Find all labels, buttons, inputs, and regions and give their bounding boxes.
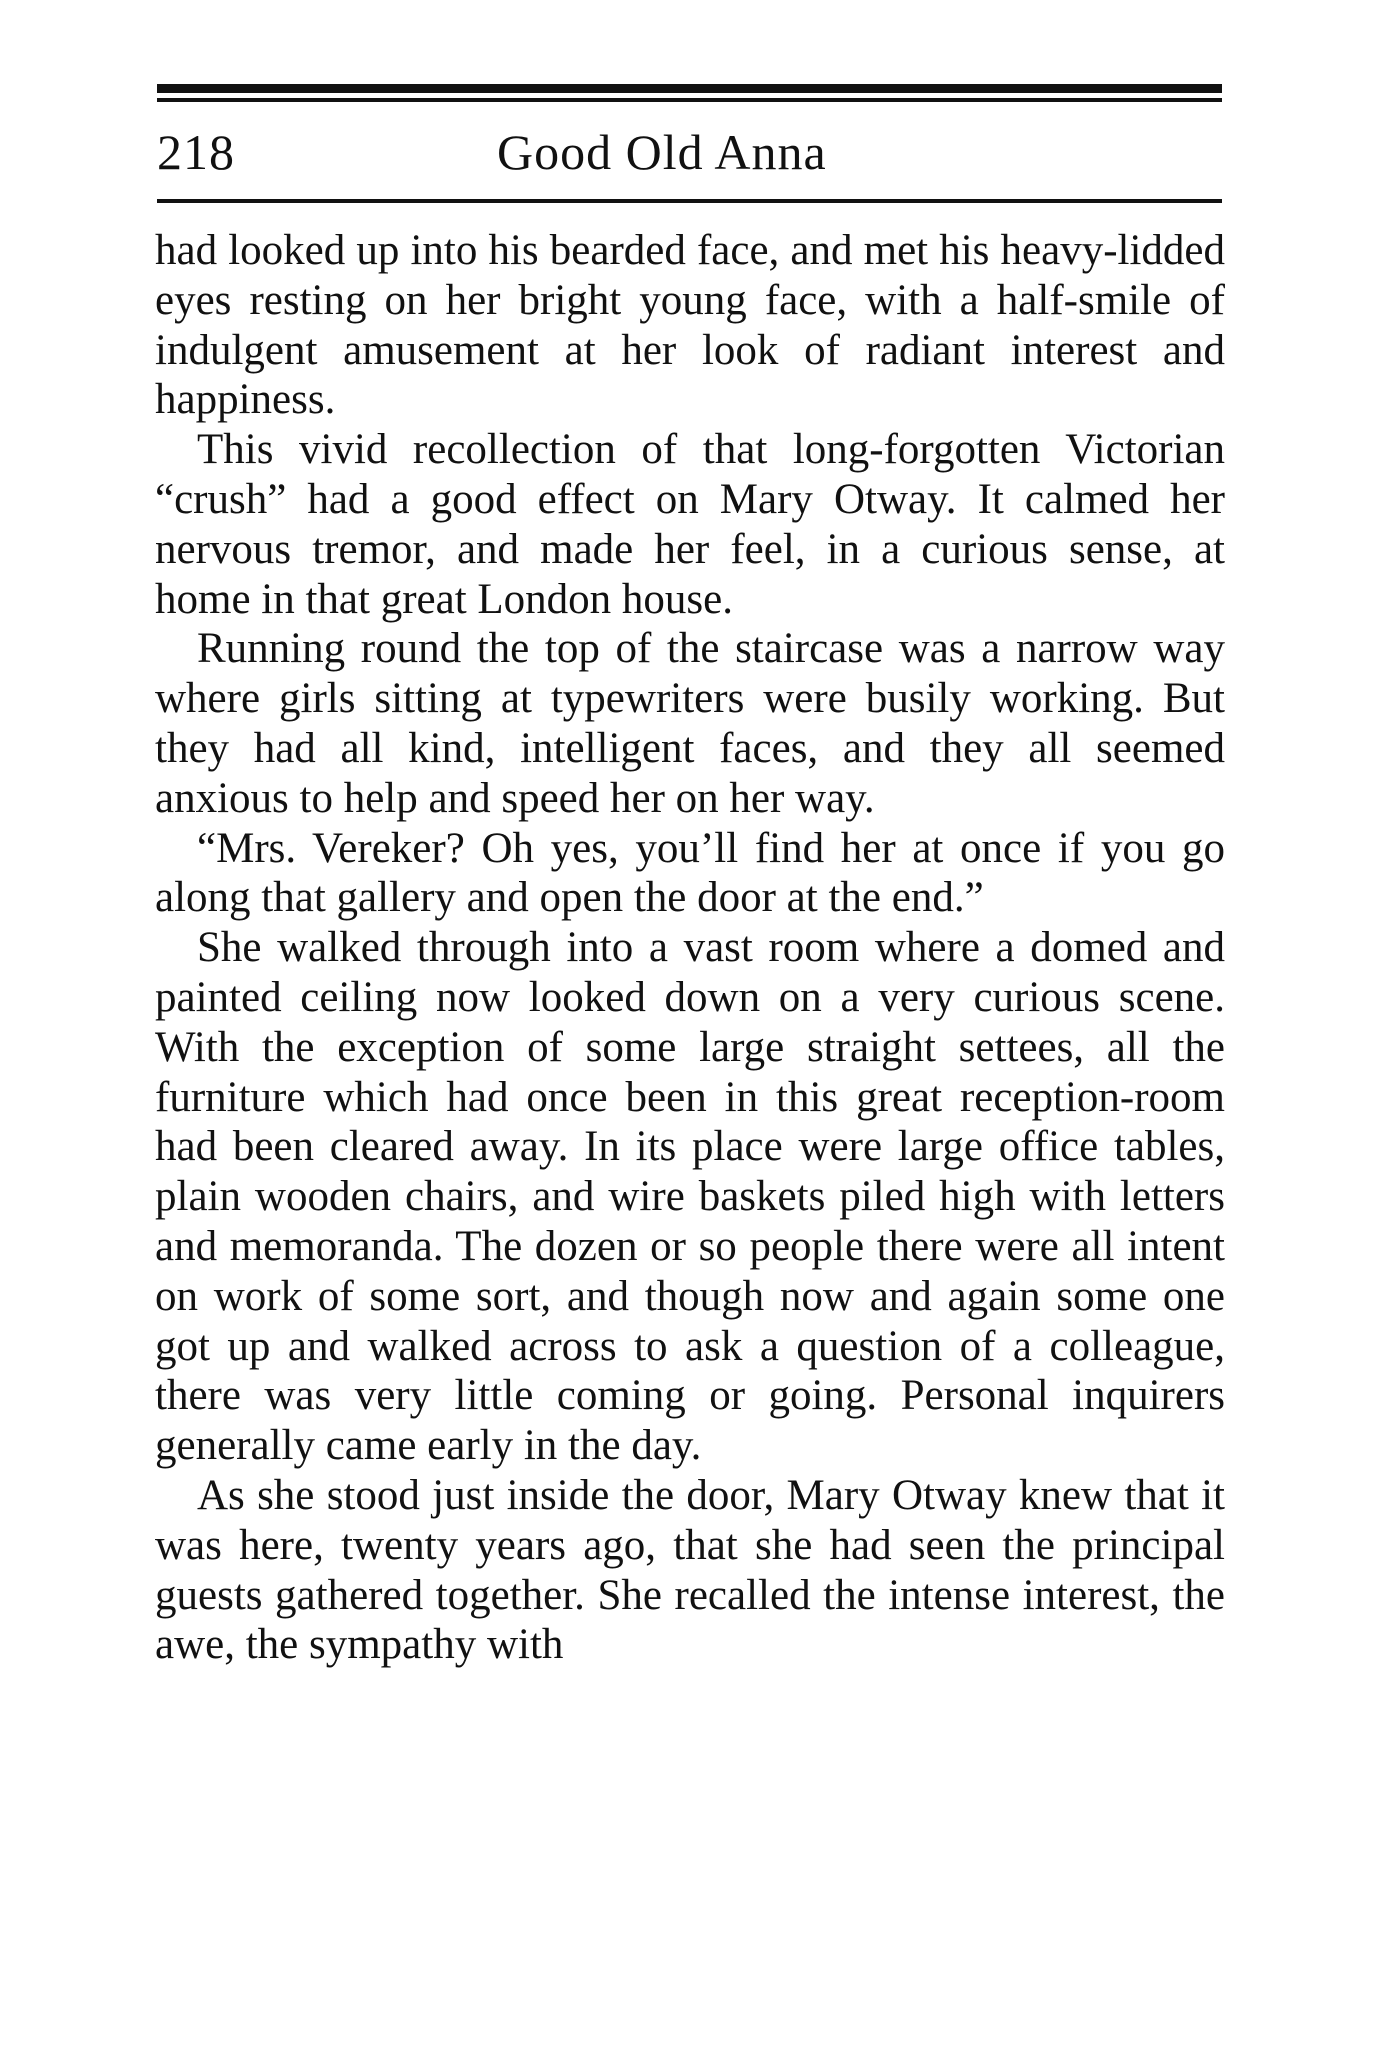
paragraph: She walked through into a vast room where a domed and painted ceiling now looked down on a very curious scene. With the exception of some large straight settees, all the furniture which had once been in this great reception-room had been cleared away. In its place were large office tables, plain wooden chairs, and wire baskets piled high with letters and memoranda. The dozen or so people there were all intent on work of some sort, and though now and again some one got up and walked across to ask a question of a colleague, there was very little coming or going. Personal inquirers generally came early in the day. xyxy=(155,924,1225,1470)
header-top-rule-thick xyxy=(157,84,1222,93)
paragraph: “Mrs. Vereker? Oh yes, you’ll find her at once if you go along that gallery and open the door at the end.” xyxy=(155,824,1225,922)
body-text xyxy=(155,226,1225,1670)
running-title: Good Old Anna xyxy=(497,124,827,180)
header-top-rule-thin xyxy=(157,98,1222,102)
page-header xyxy=(157,114,1222,194)
page-number: 218 xyxy=(157,124,235,180)
paragraph: This vivid recollection of that long-forgotten Victorian “crush” had a good effect on Mary Otway. It calmed her nervous tremor, and made her feel, in a curious sense, at home in that great London house. xyxy=(155,426,1225,623)
header-bottom-rule xyxy=(157,199,1222,203)
paragraph: had looked up into his bearded face, and met his heavy-lidded eyes resting on her bright young face, with a half-smile of indulgent amusement at her look of radiant interest and happiness. xyxy=(155,227,1225,424)
paragraph: Running round the top of the staircase was a narrow way where girls sitting at typewriters were busily working. But they had all kind, intelligent faces, and they all seemed anxious to help and speed her on her way. xyxy=(155,625,1225,822)
paragraph: As she stood just inside the door, Mary Otway knew that it was here, twenty years ago, that she had seen the principal guests gathered together. She recalled the intense interest, the awe, the sympathy with xyxy=(155,1471,1225,1669)
